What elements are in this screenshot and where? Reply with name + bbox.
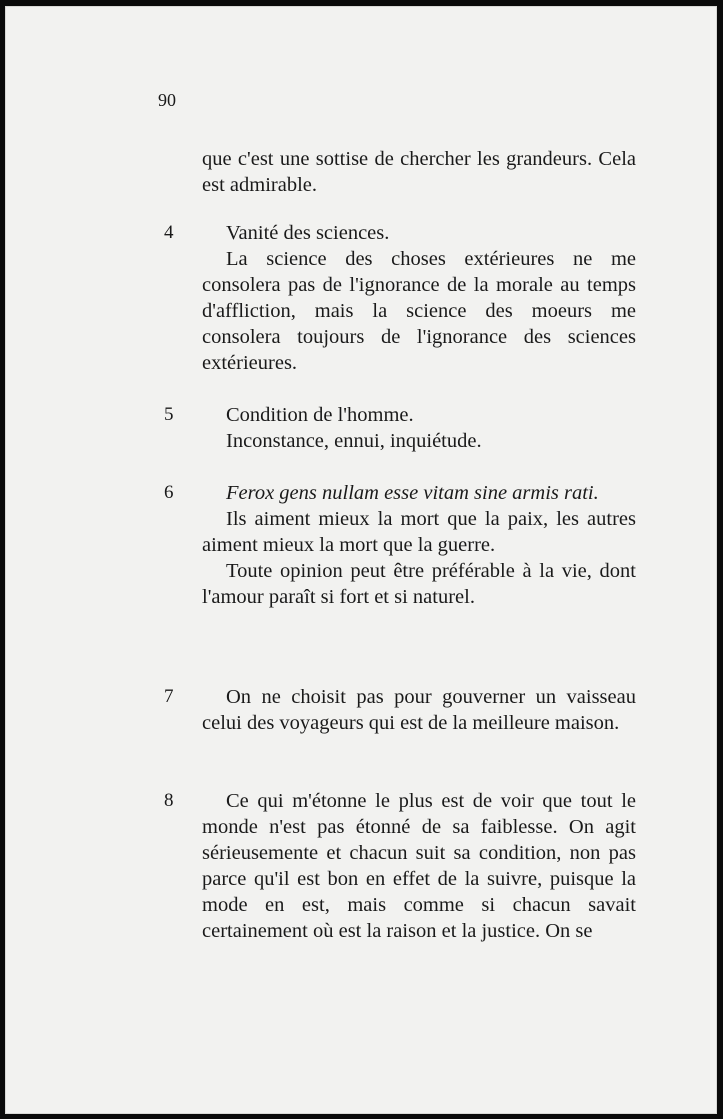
page-number: 90: [158, 90, 176, 110]
continuation-paragraph: que c'est une sottise de chercher les grandeurs. Cela est admirable.: [202, 148, 636, 196]
fragment-number: 6: [164, 482, 174, 503]
fragment-paragraph: Ce qui m'étonne le plus est de voir que tout le monde n'est pas étonné de sa faiblesse. On agit sérieusemente et chacun suit sa condition, non pas parce qu'il est bon en effet de la suivre, puisque la mode en est, mais comme si chacun savait certainement où est la raison et la justice. On se: [202, 790, 636, 942]
fragment-number: 5: [164, 404, 174, 425]
fragment-paragraph: Ils aiment mieux la mort que la paix, les autres aiment mieux la mort que la guerre.: [202, 508, 636, 556]
fragment-heading: Condition de l'homme.: [226, 404, 414, 426]
fragment-number: 4: [164, 222, 174, 243]
fragment-paragraph: Inconstance, ennui, inquiétude.: [226, 430, 482, 452]
latin-quote: Ferox gens nullam esse vitam sine armis rati.: [226, 482, 599, 504]
fragment-heading: Vanité des sciences.: [226, 222, 390, 244]
fragment-paragraph: La science des choses extérieures ne me consolera pas de l'ignorance de la morale au temps d'affliction, mais la science des moeurs me consolera toujours de l'ignorance des sciences extérieures.: [202, 248, 636, 374]
fragment-number: 8: [164, 790, 174, 811]
fragment-paragraph: On ne choisit pas pour gouverner un vaisseau celui des voyageurs qui est de la meilleure maison.: [202, 686, 636, 734]
fragment-paragraph: Toute opinion peut être préférable à la vie, dont l'amour paraît si fort et si naturel.: [202, 560, 636, 608]
fragment-number: 7: [164, 686, 174, 707]
book-page: [5, 6, 717, 1114]
